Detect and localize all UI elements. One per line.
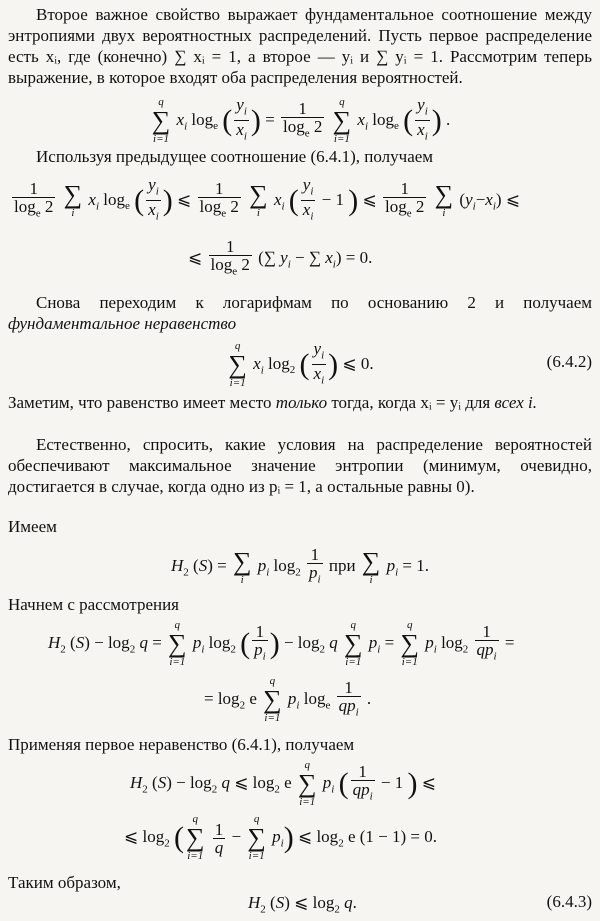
paragraph-apply: Применяя первое неравенство (6.4.1), получаем bbox=[8, 735, 355, 754]
equation-1: q ∑ i=1 $x_i$ $\log_e$ ( $\frac{y_i}{x_i}$ ) = $\frac{1}{\log_e 2}$ q ∑ i=1 $x_i$ $\log_e$ ( $\frac{y_i}{x_i}$ ) . bbox=[151, 95, 451, 145]
paragraph-equality: Заметим, что равенство имеет место только тогда, когда xᵢ = yᵢ для всех i. bbox=[8, 393, 537, 412]
paragraph-intro: Второе важное свойство выражает фундаментальное соотношение между энтропиями двух вероятностных распределений. Пусть первое распределение есть xᵢ, где (конечно) ∑ xᵢ = 1, а второе — yᵢ и ∑ yᵢ = 1. Рассмотрим теперь выражение, в которое входят оба распределения вероятностей. bbox=[8, 5, 592, 87]
equation-2b: ⩽ $\frac{1}{\log_e 2}$ (∑ $y_i$ − ∑ $x_i) = 0$. bbox=[188, 237, 373, 278]
equation-number-6-4-2: (6.4.2) bbox=[546, 352, 592, 371]
paragraph-thus: Таким образом, bbox=[8, 873, 121, 892]
equation-7: $H_2$ (S) ⩽ $\log_2 q$. bbox=[248, 893, 357, 916]
equation-3: q ∑ i=1 $x_i$ $\log_2$ ( $\frac{y_i}{x_i}$ ) ⩽ 0. bbox=[228, 339, 374, 389]
equation-5a: $H_2$ $(S) - \log_2 q$ = q ∑ i=1 $p_i$ $\log_2$ ( $\frac{1}{p_i}$ ) − $\log_2 q$ q ∑ i=1 $p_i$ = q ∑ i=1 $p_i$ $\log_2$ $\frac{1}{qp_i}$ = bbox=[48, 619, 515, 668]
equation-2a: $\frac{1}{\log_e 2}$ ∑ i $x_i$ $\log_e$ ( $\frac{y_i}{x_i}$ ) ⩽ $\frac{1}{\log_e 2}$ ∑ i $x_i$ ( $\frac{y_i}{x_i}$ − 1 ) ⩽ $\frac{1}{\log_e 2}$ ∑ i $(y_i-x_i)$ ⩽ bbox=[14, 175, 521, 223]
paragraph-have: Имеем bbox=[8, 517, 57, 536]
equation-6b: ⩽ $\log_2$ ( q ∑ i=1 $\frac{1}{q}$ − q ∑ i=1 $p_i$) ⩽ $\log_2 e$ (1 − 1) = 0. bbox=[124, 813, 437, 862]
equation-6a: $H_2$ $(S) - \log_2 q$ ⩽ $\log_2 e$ q ∑ i=1 $p_i$ ( $\frac{1}{qp_i}$ − 1 ) ⩽ bbox=[130, 759, 436, 808]
equation-number-6-4-3: (6.4.3) bbox=[546, 892, 592, 911]
paragraph-using: Используя предыдущее соотношение (6.4.1), получаем bbox=[36, 147, 434, 166]
equation-4: $H_2$ (S) = ∑ i $p_i$ $\log_2$ $\frac{1}{p_i}$ при ∑ i $p_i = 1$. bbox=[170, 545, 429, 586]
paragraph-base2: Снова переходим к логарифмам по основанию 2 и получаем фундаментальное неравенство bbox=[8, 293, 592, 333]
paragraph-conditions: Естественно, спросить, какие условия на распределение вероятностей обеспечивают максимальное значение энтропии (минимум, очевидно, достигается в случае, когда одно из pᵢ = 1, а остальные равны 0). bbox=[8, 435, 592, 496]
equation-5b: = $\log_2 e$ q ∑ i=1 $p_i$ $\log_e$ $\frac{1}{qp_i}$ . bbox=[204, 675, 372, 724]
paragraph-begin: Начнем с рассмотрения bbox=[8, 595, 180, 614]
